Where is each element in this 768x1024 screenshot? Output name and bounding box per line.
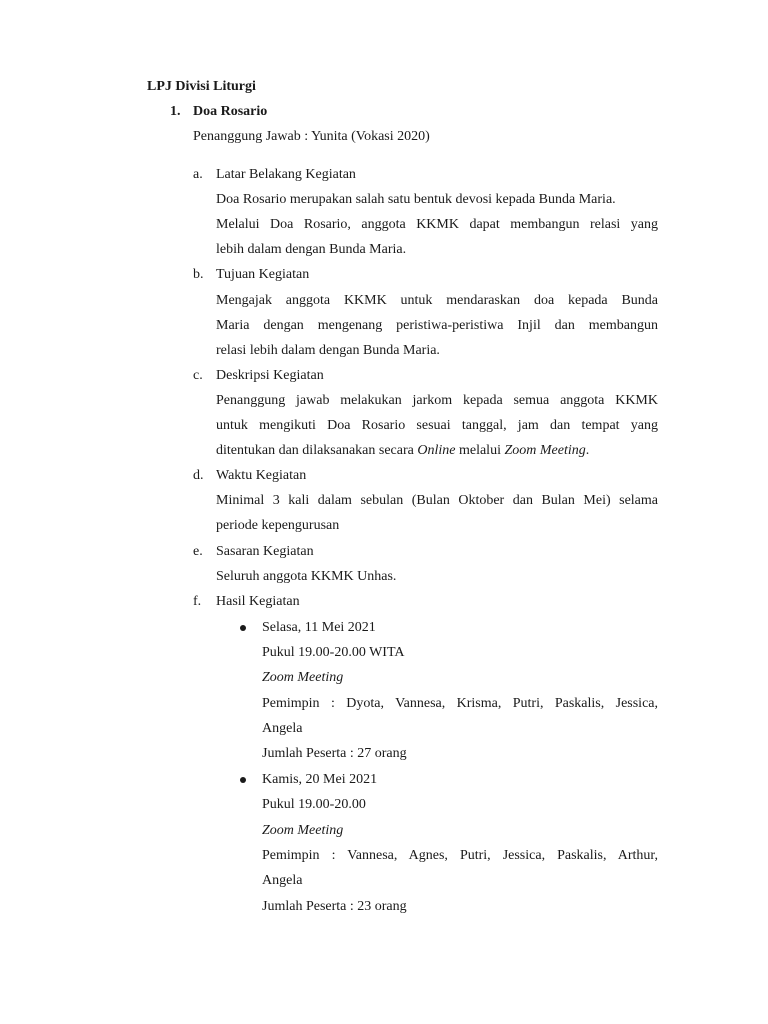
session-leaders: Pemimpin : Dyota, Vannesa, Krisma, Putri, Paskalis, Jessica, [262,696,658,711]
item-text-line: Doa Rosario merupakan salah satu bentuk devosi kepada Bunda Maria. [216,192,616,207]
item-letter: b. [193,267,204,282]
session-leaders-cont: Angela [262,873,303,888]
item-text-line: Mengajak anggota KKMK untuk mendaraskan doa kepada Bunda [216,293,658,308]
session-leaders: Pemimpin : Vannesa, Agnes, Putri, Jessica, Paskalis, Arthur, [262,848,658,863]
session-date: Selasa, 11 Mei 2021 [262,620,376,635]
session-participants: Jumlah Peserta : 27 orang [262,746,407,761]
item-letter: e. [193,544,203,559]
bullet-icon [240,777,246,783]
item-heading: Deskripsi Kegiatan [216,368,324,383]
item-text-line: Seluruh anggota KKMK Unhas. [216,569,397,584]
item-heading: Tujuan Kegiatan [216,267,310,282]
item-text-line [216,438,589,463]
session-time: Pukul 19.00-20.00 WITA [262,645,405,660]
item-text-line: Maria dengan mengenang peristiwa-peristiwa Injil dan membangun [216,318,658,333]
item-text-line: Minimal 3 kali dalam sebulan (Bulan Oktober dan Bulan Mei) selama [216,493,658,508]
item-text-line: periode kepengurusan [216,518,340,533]
text-run: ditentukan dan dilaksanakan secara [216,443,418,458]
session-platform: Zoom Meeting [262,823,344,838]
penanggung-jawab: Penanggung Jawab : Yunita (Vokasi 2020) [193,129,430,144]
text-run: melalui [455,443,505,458]
italic-zoom-meeting: Zoom Meeting [504,443,586,458]
session-platform: Zoom Meeting [262,670,344,685]
bullet-icon [240,625,246,631]
item-letter: d. [193,468,204,483]
item-text-line: Penanggung jawab melakukan jarkom kepada semua anggota KKMK [216,393,658,408]
document-title: LPJ Divisi Liturgi [147,79,256,94]
item-letter: a. [193,167,203,182]
item-heading: Waktu Kegiatan [216,468,307,483]
text-run: . [585,443,590,458]
section-title: Doa Rosario [193,104,268,119]
item-text-line: untuk mengikuti Doa Rosario sesuai tanggal, jam dan tempat yang [216,418,658,433]
session-date: Kamis, 20 Mei 2021 [262,772,378,787]
session-leaders-cont: Angela [262,721,303,736]
item-heading: Sasaran Kegiatan [216,544,314,559]
item-text-line: relasi lebih dalam dengan Bunda Maria. [216,343,440,358]
item-text-line: Melalui Doa Rosario, anggota KKMK dapat membangun relasi yang [216,217,658,232]
section-number: 1. [170,104,181,119]
italic-online: Online [417,443,456,458]
session-participants: Jumlah Peserta : 23 orang [262,899,407,914]
session-time: Pukul 19.00-20.00 [262,797,366,812]
item-text-line: lebih dalam dengan Bunda Maria. [216,242,407,257]
item-letter: f. [193,594,202,609]
item-heading: Hasil Kegiatan [216,594,300,609]
item-heading: Latar Belakang Kegiatan [216,167,356,182]
item-letter: c. [193,368,203,383]
